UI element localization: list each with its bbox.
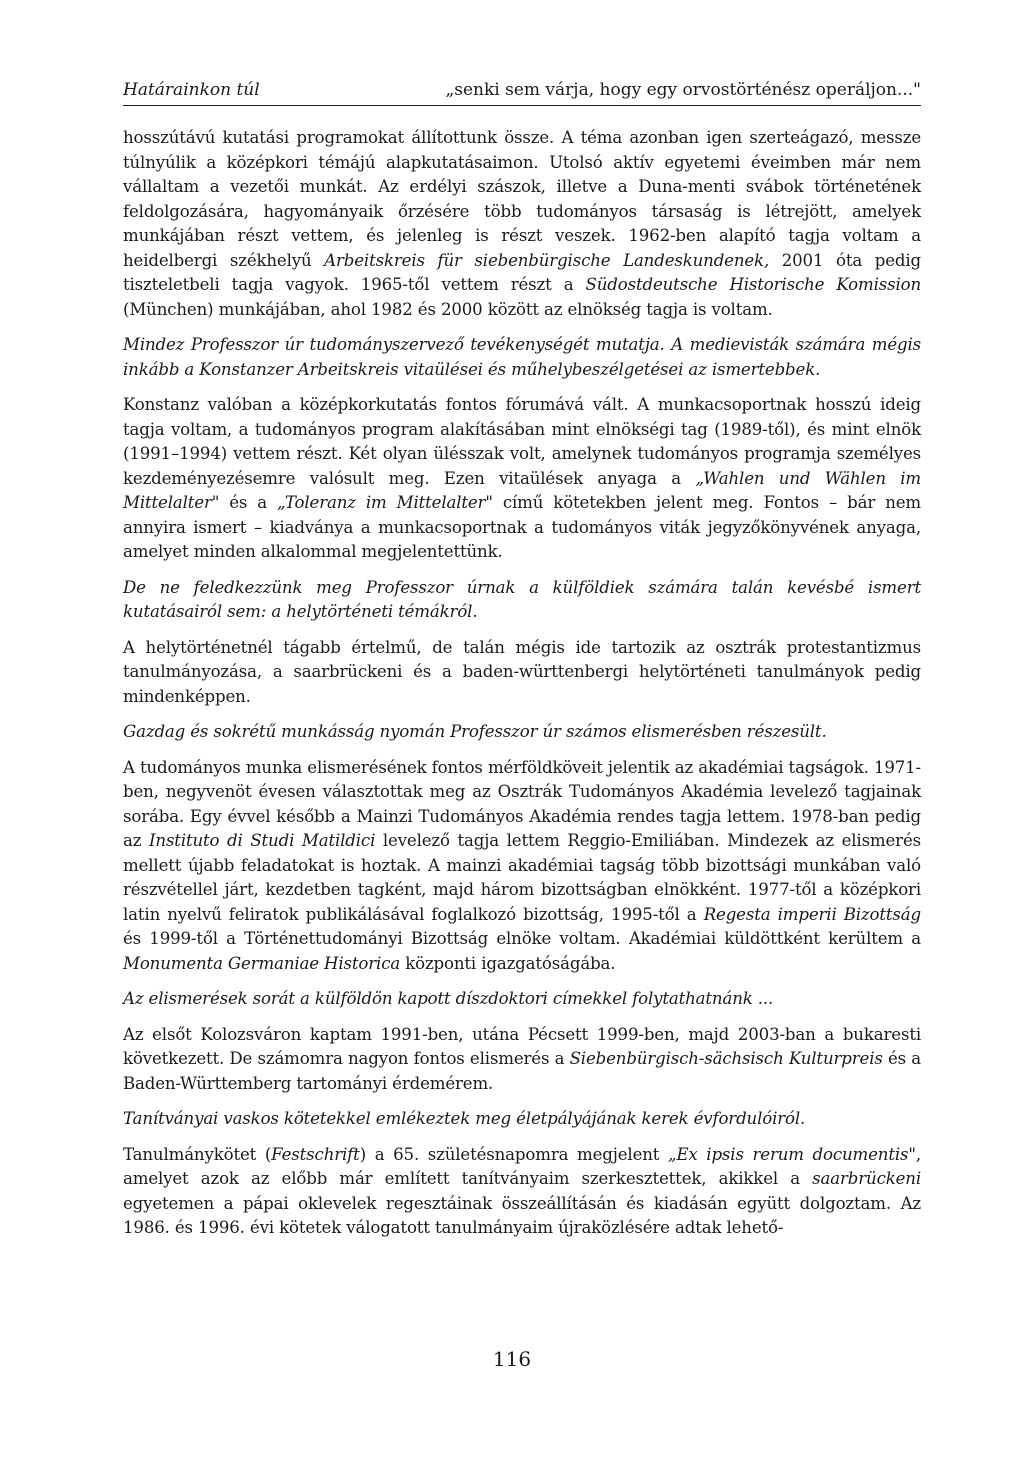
interview-answer [123,393,921,565]
text-run: hosszútávú kutatási programokat állítottunk össze. A téma azonban igen szerteágazó, messze túlnyúlik a középkori témájú alapkutatásaimon. Utolsó aktív egyetemi éveimben már nem vállaltam a vezetői munkát. Az erdélyi szászok, illetve a Duna-menti svábok történetének feldolgozására, hagyományaik őrzésére több tudományos társaság is létrejött, amelyek munkájában részt vettem, és jelenleg is részt veszek. 1962-ben alapító tagja voltam a heidelbergi székhelyű [123,128,921,270]
text-run: és 1999-től a Történettudományi Bizottság elnöke voltam. Akadémiai küldöttként kerültem a [123,929,921,948]
italic-text: Monumenta Germaniae Historica [123,953,401,973]
text-run: Konstanz valóban a középkorkutatás fontos fórumává vált. A munkacsoportnak hosszú ideig tagja voltam, a tudományos program alakításában mint elnökségi tag (1989-től), és mint elnök (1991–1994) vettem részt. Két olyan ülésszak volt, amelynek tudományos programja személyes kezdeményezésemre valósult meg. Ezen vitaülések anyaga a [123,395,921,488]
text-run: levelező tagja lettem Reggio-Emiliában. Mindezek az elismerés mellett újabb feladatokat is hoztak. A mainzi akadémiai tagság több bizottsági munkában való részvétellel járt, kezdetben tagként, majd három bizottságban elnökként. 1977-től a középkori latin nyelvű feliratok publikálásával foglalkozó bizottság, 1995-től a [123,831,922,924]
page-number: 116 [492,1347,532,1371]
interview-answer [123,126,921,322]
page [123,80,921,1252]
italic-text: „Wahlen und Wählen im Mittelalter" [123,468,921,512]
interview-question [123,987,921,1012]
running-header [123,80,921,106]
text-run: Tanítványai vaskos kötetekkel emlékeztek meg életpályájának kerek évfordulóiról. [123,1109,806,1128]
italic-text: „Toleranz im Mittelalter" [277,493,493,512]
interview-answer [123,1023,921,1097]
interview-question [123,576,921,625]
article-body [123,126,921,1241]
italic-text: Südostdeutsche Historische Komission [585,275,922,294]
text-run: , amelyet azok az előbb már említett tanítványaim szerkesztettek, akikkel a [123,1144,921,1188]
interview-question [123,1107,921,1132]
text-run: Mindez Professzor úr tudományszervező tevékenységét mutatja. A medievisták számára mégis inkább a Konstanzer Arbeitskreis vitaülései és műhelybeszélgetései az ismertebbek. [123,335,921,379]
italic-text: „Ex ipsis rerum documentis" [668,1144,916,1164]
italic-text: saarbrückeni [812,1169,921,1188]
interview-question [123,720,921,745]
italic-text: Siebenbürgisch-sächsisch Kulturpreis [569,1049,883,1068]
text-run: című kötetekben jelent meg. Fontos – bár nem annyira ismert – kiadványa a munkacsoportnak a tudományos viták jegyzőkönyvének anyaga, amelyet minden alkalommal megjelentettünk. [123,493,921,561]
text-run: egyetemen a pápai oklevelek regesztáinak összeállításán és kiadásán együtt dolgoztam. Az 1986. és 1996. évi kötetek válogatott tanulmányaim újraközlésére adtak lehető- [123,1193,921,1237]
text-run: Gazdag és sokrétű munkásság nyomán Professzor úr számos elismerésben részesült. [123,722,827,741]
text-run: A helytörténetnél tágabb értelmű, de talán mégis ide tartozik az osztrák protestantizmus tanulmányozása, a saarbrückeni és a baden-württenbergi helytörténeti tanulmányok pedig mindenképpen. [123,637,921,706]
italic-text: Instituto di Studi Matildici [149,831,376,850]
text-run: Az elsőt Kolozsváron kaptam 1991-ben, utána Pécsett 1999-ben, majd 2003-ban a bukaresti következett. De számomra nagyon fontos elismerés a [123,1024,921,1068]
text-run: és a [219,493,278,512]
text-run: De ne feledkezzünk meg Professzor úrnak a külföldiek számára talán kevésbé ismert kutatásairól sem: a helytörténeti témákról. [123,577,921,621]
text-run: A tudományos munka elismerésének fontos mérföldköveit jelentik az akadémiai tagságok. 1971-ben, negyvenöt évesen választottak meg az Osztrák Tudományos Akadémia levelező tagjainak sorába. Egy évvel később a Mainzi Tudományos Akadémia rendes tagja lettem. 1978-ban pedig az [123,757,921,850]
text-run: Tanulmánykötet ( [123,1144,272,1164]
text-run: és a Baden-Württemberg tartományi érdemérem. [123,1049,921,1093]
running-head-right: „senki sem várja, hogy egy orvostörténész operáljon..." [445,80,921,100]
italic-text: Festschrift [271,1144,360,1164]
text-run: Az elismerések sorát a külföldön kapott díszdoktori címekkel folytathatnánk ... [123,989,774,1008]
text-run: központi igazgatóságába. [400,953,616,973]
running-head-left: Határainkon túl [123,80,260,100]
text-run: ) a 65. születésnapomra megjelent [359,1144,668,1164]
interview-answer [123,636,921,710]
interview-answer [123,1143,921,1241]
text-run: (München) munkájában, ahol 1982 és 2000 között az elnökség tagja is voltam. [123,299,773,319]
italic-text: Regesta imperii Bizottság [703,904,921,924]
text-run: 2001 óta pedig tiszteletbeli tagja vagyok. 1965-től vettem részt a [123,250,921,294]
interview-answer [123,756,921,977]
interview-question [123,333,921,382]
italic-text: Arbeitskreis für siebenbürgische Landeskundenek, [324,250,770,270]
